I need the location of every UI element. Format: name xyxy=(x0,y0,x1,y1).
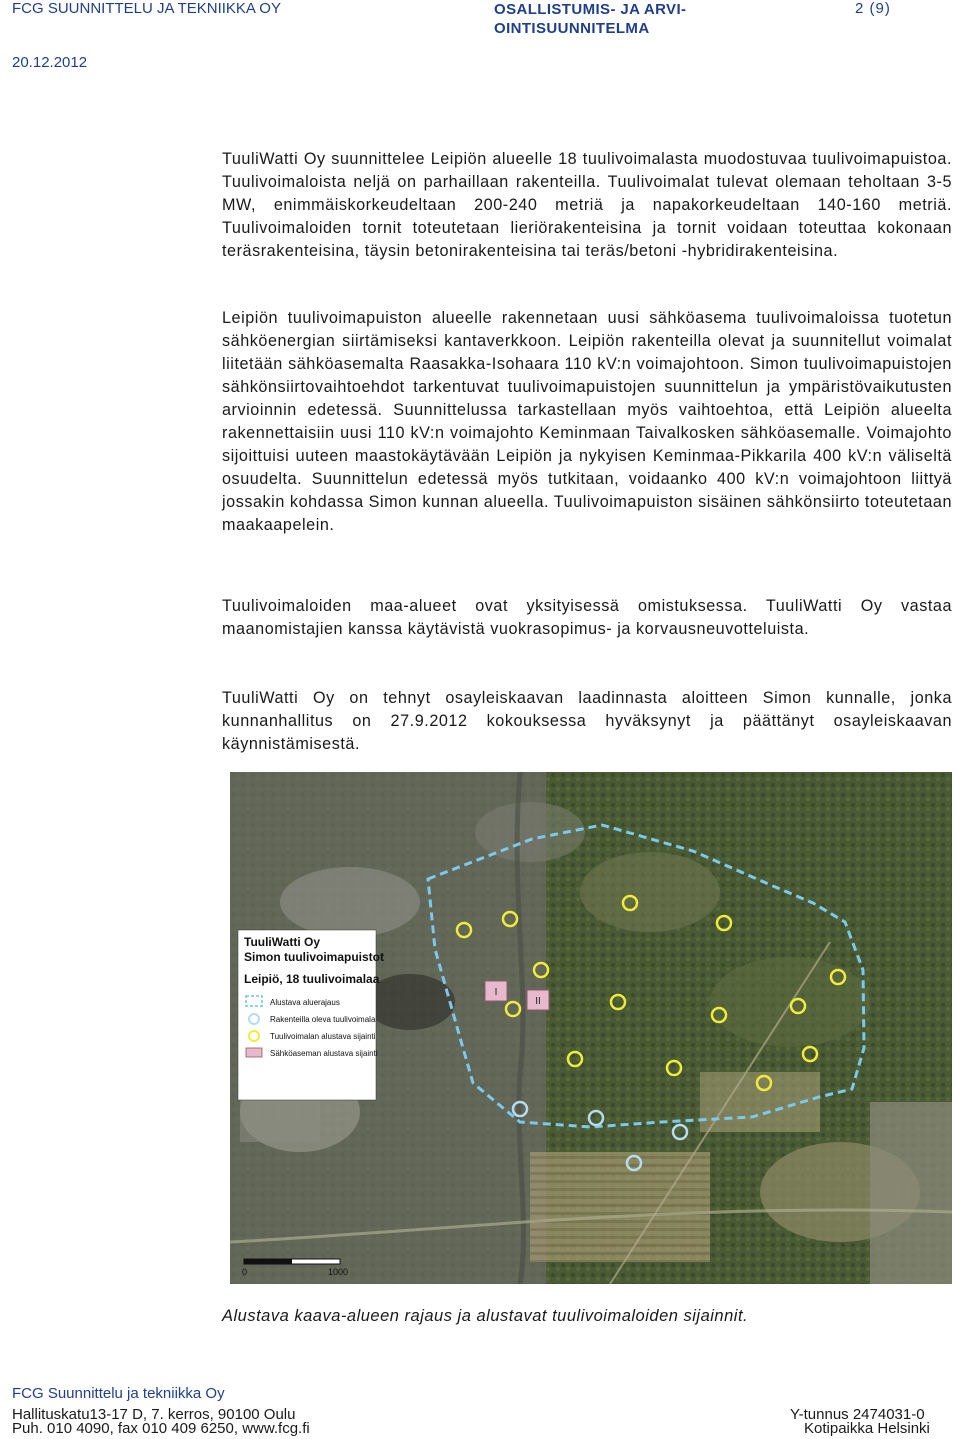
legend-title-company: TuuliWatti Oy xyxy=(244,935,320,949)
paragraph-land-ownership: Tuulivoimaloiden maa-alueet ovat yksityisessä omistuksessa. TuuliWatti Oy vastaa maanomistajien kanssa käytävistä vuokrasopimus- ja korvausneuvotteluista. xyxy=(222,597,952,638)
footer-domicile: Kotipaikka Helsinki xyxy=(804,1420,930,1437)
footer-business-id: Y-tunnus 2474031-0 xyxy=(790,1406,925,1423)
map-legend xyxy=(238,930,384,1100)
legend-item-substation: Sähköaseman alustava sijainti xyxy=(270,1049,378,1058)
legend-subtitle: Leipiö, 18 tuulivoimalaa xyxy=(244,972,380,986)
legend-item-construction: Rakenteilla oleva tuulivoimala xyxy=(270,1015,376,1024)
legend-substation-icon xyxy=(246,1048,262,1057)
substation-2-label: II xyxy=(535,996,541,1007)
paragraph-grid-connection: Leipiön tuulivoimapuiston alueelle rakennetaan uusi sähköasema tuulivoimaloissa tuotetun sähköenergian siirtämiseksi kantaverkkoon. Leipiön rakenteilla olevat ja suunnitellut voimalat liitetään sähköasemalta Raasakka-Isohaara 110 kV:n voimajohtoon. Simon tuulivoimapuistojen sähkönsiirtovaihtoehdot tarkentuvat tuulivoimapuistojen suunnittelun ja ympäristövaikutusten arvioinnin edetessä. Suunnittelussa tarkastellaan myös vaihtoehtoa, että Leipiön alueelta rakennettaisiin uusi 110 kV:n voimajohto Keminmaan Taivalkosken sähköasemalle. Voimajohto sijoittuisi uuteen maastokäytävään Leipiön ja nykyisen Keminmaa-Pikkarila 400 kV:n väliseltä osuudelta. Suunnittelun edetessä myös tutkitaan, voidaanko 400 kV:n voimajohtoon liittyä jossakin kohdassa Simon kunnan alueella. Tuulivoimapuiston sisäinen sähkönsiirto toteutetaan maakaapelein. xyxy=(222,309,952,534)
substation-1-label: I xyxy=(494,987,498,998)
aerial-map xyxy=(230,772,952,1284)
document-date: 20.12.2012 xyxy=(12,54,88,71)
footer-company: FCG Suunnittelu ja tekniikka Oy xyxy=(12,1385,225,1402)
scale-start: 0 xyxy=(242,1267,248,1277)
legend-item-boundary: Alustava aluerajaus xyxy=(270,998,340,1007)
header-company: FCG SUUNNITTELU JA TEKNIIKKA OY xyxy=(12,0,281,17)
paragraph-initiative: TuuliWatti Oy on tehnyt osayleiskaavan laadinnasta aloitteen Simon kunnalle, jonka kunnanhallitus on 27.9.2012 kokouksessa hyväksynyt ja päättänyt osayleiskaavan käynnistämisestä. xyxy=(222,689,952,753)
paragraph-project-description: TuuliWatti Oy suunnittelee Leipiön alueelle 18 tuulivoimalasta muodostuvaa tuulivoimapuistoa. Tuulivoimaloista neljä on parhaillaan rakenteilla. Tuulivoimalat tulevat olemaan teholtaan 3-5 MW, enimmäiskorkeudeltaan 200-240 metriä ja napakorkeudeltaan 140-160 metriä. Tuulivoimaloiden tornit toteutetaan lieriörakenteisina ja tornit voidaan toteuttaa kokonaan teräsrakenteisina, täysin betonirakenteisina tai teräs/betoni -hybridirakenteisina. xyxy=(222,150,952,260)
legend-title-project: Simon tuulivoimapuistot xyxy=(244,950,384,964)
aerial-map-figure xyxy=(230,772,952,1284)
figure-caption: Alustava kaava-alueen rajaus ja alustavat tuulivoimaloiden sijainnit. xyxy=(222,1307,749,1325)
footer-address: Hallituskatu13-17 D, 7. kerros, 90100 Oulu xyxy=(12,1406,296,1423)
scale-end: 1000 xyxy=(328,1267,349,1277)
legend-item-planned: Tuulivoimalan alustava sijainti xyxy=(270,1032,376,1041)
page-number: 2 (9) xyxy=(855,0,891,17)
footer-phone: Puh. 010 4090, fax 010 409 6250, www.fcg.fi xyxy=(12,1420,310,1437)
document-title: OSALLISTUMIS- JA ARVI-OINTISUUNNITELMA xyxy=(494,1,687,37)
